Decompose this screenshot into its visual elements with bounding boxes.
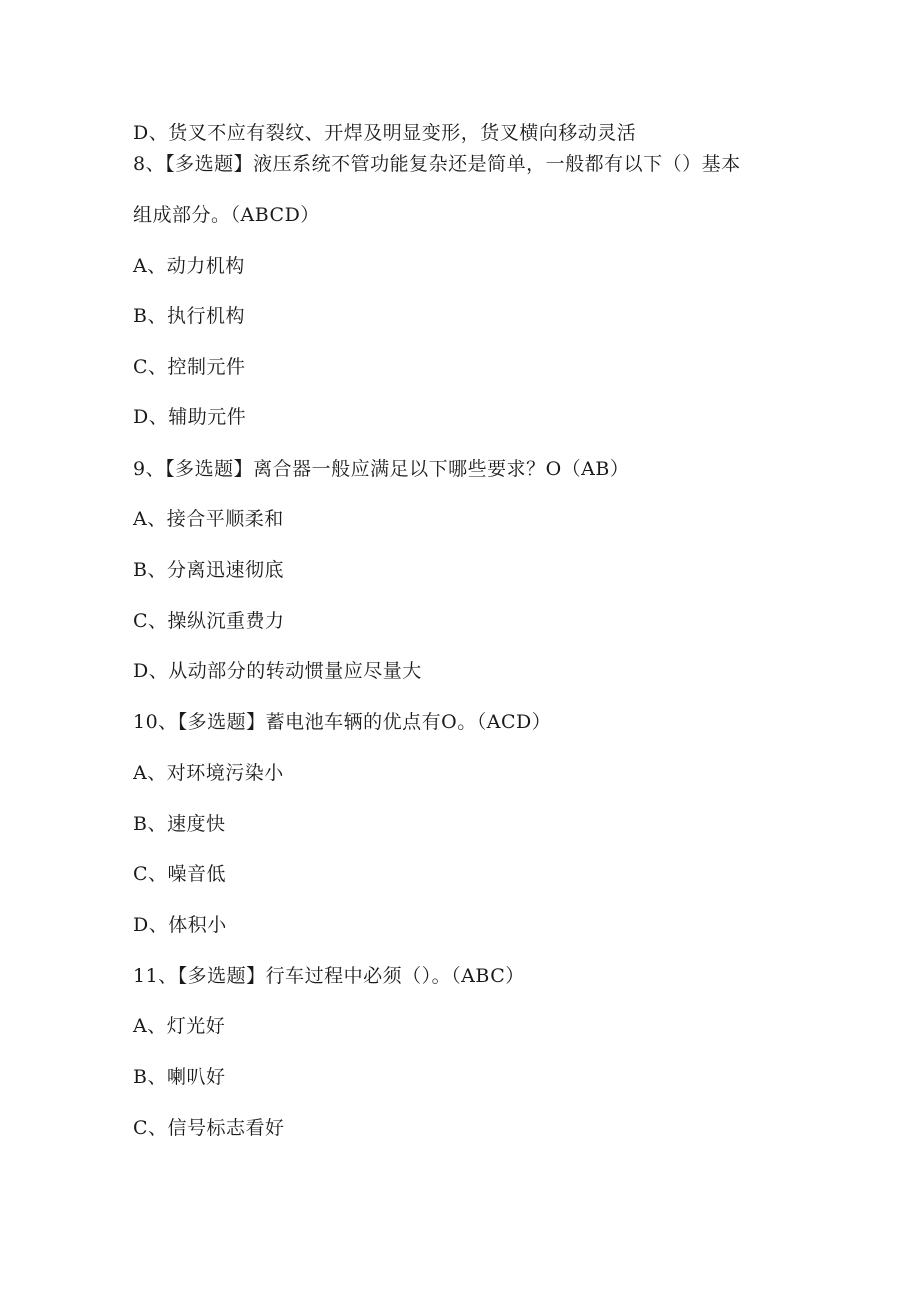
q9-option-a: A、接合平顺柔和 [133,508,284,530]
q10-option-c: C、噪音低 [133,863,227,885]
q11-option-a: A、灯光好 [133,1015,226,1037]
q11-option-b: B、喇叭好 [133,1066,226,1088]
q10-option-d: D、体积小 [133,914,227,936]
q7-option-d: D、货叉不应有裂纹、开焊及明显变形，货叉横向移动灵活 [133,122,637,144]
q8-question: 8、【多选题】液压系统不管功能复杂还是简单，一般都有以下（）基本 [133,153,741,175]
q9-option-c: C、操纵沉重费力 [133,610,285,632]
q10-option-a: A、对环境污染小 [133,762,284,784]
q8-option-b: B、执行机构 [133,305,245,327]
q9-option-b: B、分离迅速彻底 [133,559,284,581]
q9-option-d: D、从动部分的转动惯量应尽量大 [133,660,422,682]
q10-question: 10、【多选题】蓄电池车辆的优点有O。（ACD） [133,711,552,733]
q8-question-continued: 组成部分。（ABCD） [133,204,320,226]
q11-question: 11、【多选题】行车过程中必须（）。（ABC） [133,965,525,987]
q10-option-b: B、速度快 [133,813,226,835]
q8-option-c: C、控制元件 [133,356,246,378]
q8-option-d: D、辅助元件 [133,406,247,428]
q11-option-c: C、信号标志看好 [133,1117,285,1139]
q9-question: 9、【多选题】离合器一般应满足以下哪些要求？O（AB） [133,458,630,480]
q8-option-a: A、动力机构 [133,255,245,277]
